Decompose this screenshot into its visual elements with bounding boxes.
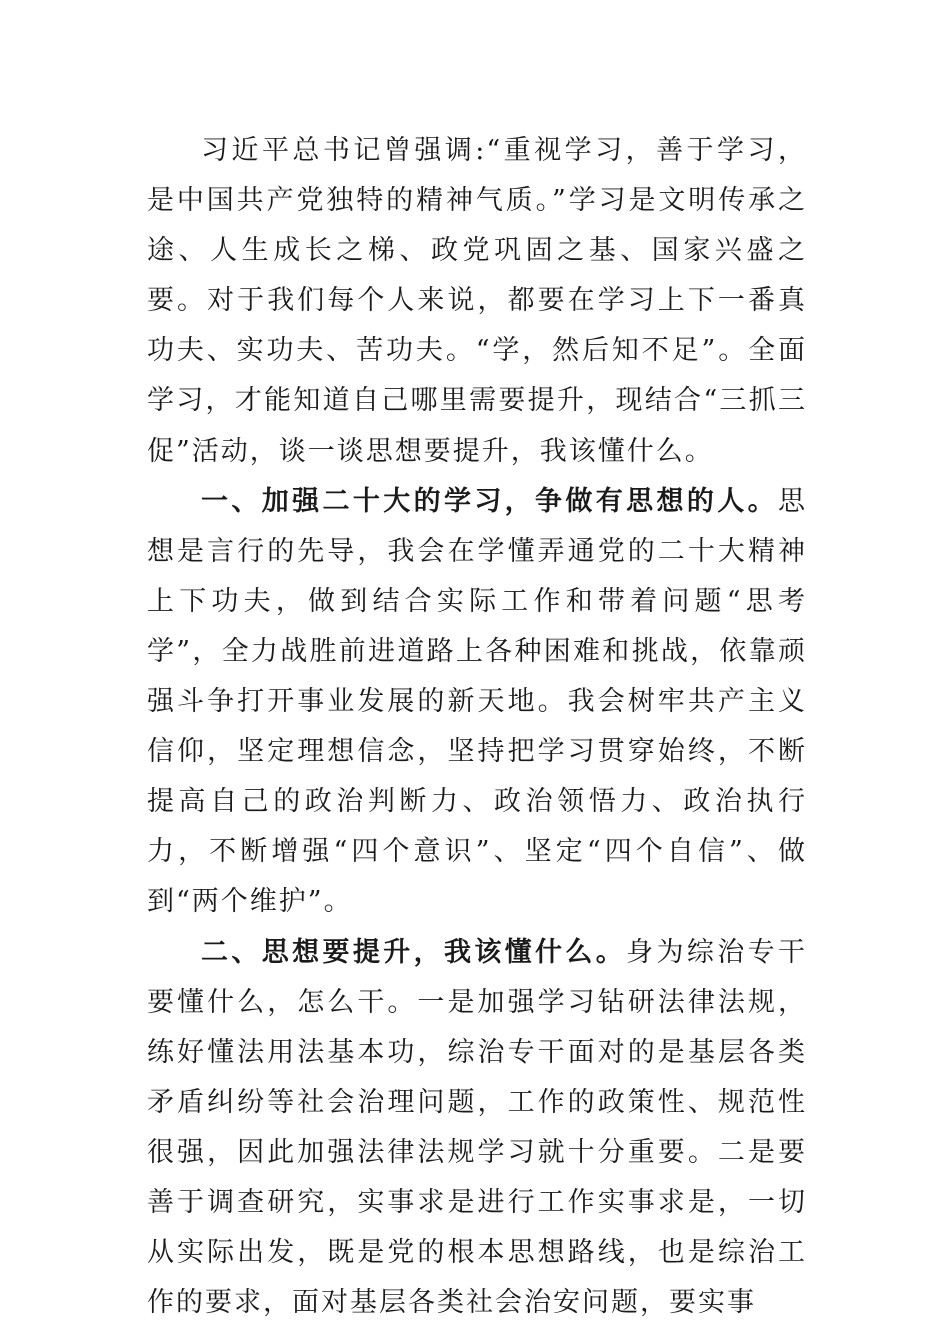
document-body	[147, 126, 807, 1328]
section-two-heading: 二、思想要提升，我该懂什么。	[201, 936, 627, 968]
intro-paragraph	[147, 126, 807, 477]
intro-paragraph-text: 习近平总书记曾强调:“重视学习，善于学习，是中国共产党独特的精神气质。”学习是文明传承之途、人生成长之梯、政党巩固之基、国家兴盛之要。对于我们每个人来说，都要在学习上下一番真功夫、实功夫、苦功夫。“学，然后知不足”。全面学习，才能知道自己哪里需要提升，现结合“三抓三促”活动，谈一谈思想要提升，我该懂什么。	[147, 135, 807, 467]
section-one-heading: 一、加强二十大的学习，争做有思想的人。	[201, 485, 778, 517]
section-two-paragraph	[147, 928, 807, 1329]
section-one-paragraph	[147, 477, 807, 928]
section-one-text: 思想是言行的先导，我会在学懂弄通党的二十大精神上下功夫，做到结合实际工作和带着问题“思考学”，全力战胜前进道路上各种困难和挑战，依靠顽强斗争打开事业发展的新天地。我会树牢共产主义信仰，坚定理想信念，坚持把学习贯穿始终，不断提高自己的政治判断力、政治领悟力、政治执行力，不断增强“四个意识”、坚定“四个自信”、做到“两个维护”。	[147, 485, 807, 918]
section-two-text: 身为综治专干要懂什么，怎么干。一是加强学习钻研法律法规，练好懂法用法基本功，综治专干面对的是基层各类矛盾纠纷等社会治理问题，工作的政策性、规范性很强，因此加强法律法规学习就十分重要。二是要善于调查研究，实事求是进行工作实事求是，一切从实际出发，既是党的根本思想路线，也是综治工作的要求，面对基层各类社会治安问题，要实事	[147, 936, 808, 1319]
